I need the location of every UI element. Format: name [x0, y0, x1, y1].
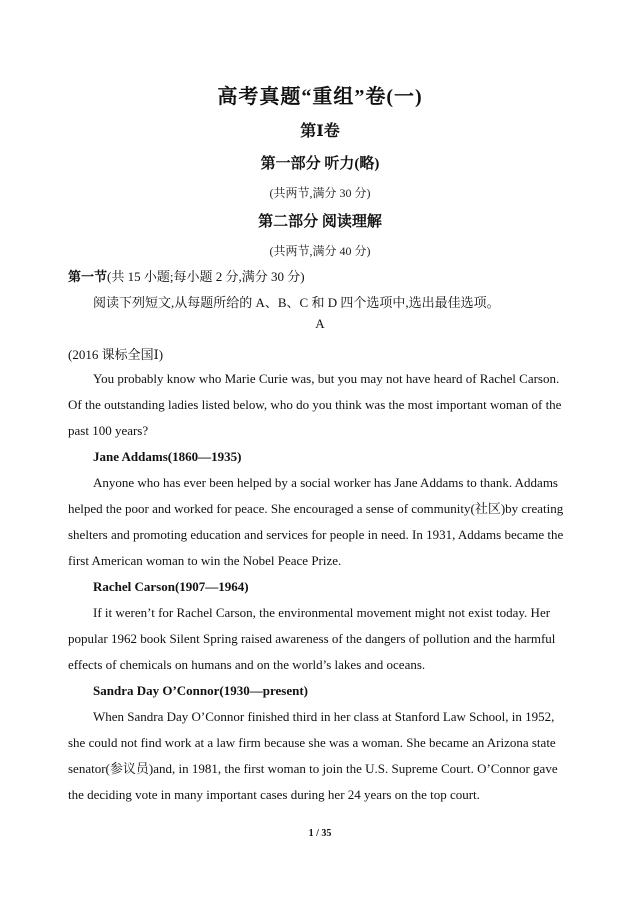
person-name-addams: Jane Addams(1860—1935): [93, 449, 242, 464]
page-number: 1 / 35: [308, 828, 332, 839]
passage-letter: A: [315, 316, 325, 331]
volume-heading: 第Ⅰ卷: [300, 123, 340, 140]
section1-label: 第一节: [68, 269, 108, 284]
person-name-oconnor: Sandra Day O’Connor(1930—present): [93, 683, 308, 698]
person-text-addams: Anyone who has ever been helped by a social worker has Jane Addams to thank. Addams helped the poor and worked for peace. She encouraged a sense of community(社区)by creating shelters and promoting education and services for people in need. In 1931, Addams became the first American woman to win the Nobel Peace Prize.: [68, 475, 564, 568]
passage-source: (2016 课标全国Ⅰ): [68, 347, 164, 362]
person-text-carson: If it weren’t for Rachel Carson, the environmental movement might not exist today. Her popular 1962 book Silent Spring raised awareness of the dangers of pollution and the harmful effects of chemicals on humans and on the world’s lakes and oceans.: [68, 605, 556, 672]
section1-instruction: 阅读下列短文,从每题所给的 A、B、C 和 D 四个选项中,选出最佳选项。: [93, 295, 500, 310]
section1-line: [68, 264, 568, 290]
part1-note: (共两节,满分 30 分): [269, 186, 371, 200]
person-text-oconnor: When Sandra Day O’Connor finished third in her class at Stanford Law School, in 1952, she could not find work at a law firm because she was a woman. She became an Arizona state senator(参议员)and, in 1981, the first woman to join the U.S. Supreme Court. O’Connor gave the deciding vote in many important cases during her 24 years on the top court.: [68, 709, 558, 802]
part1-heading: 第一部分 听力(略): [260, 156, 380, 172]
person-name-carson: Rachel Carson(1907—1964): [93, 579, 249, 594]
passage-intro: You probably know who Marie Curie was, but you may not have heard of Rachel Carson. Of the outstanding ladies listed below, who do you think was the most important woman of the past 100 years?: [68, 371, 562, 438]
passage-body: [68, 366, 568, 808]
passage-source-block: [68, 342, 568, 368]
part2-note: (共两节,满分 40 分): [269, 244, 371, 258]
section1-desc: (共 15 小题;每小题 2 分,满分 30 分): [107, 269, 305, 284]
part2-heading: 第二部分 阅读理解: [258, 214, 382, 230]
exam-title: 高考真题“重组”卷(一): [217, 86, 423, 108]
section1-instruction-block: [68, 290, 568, 316]
